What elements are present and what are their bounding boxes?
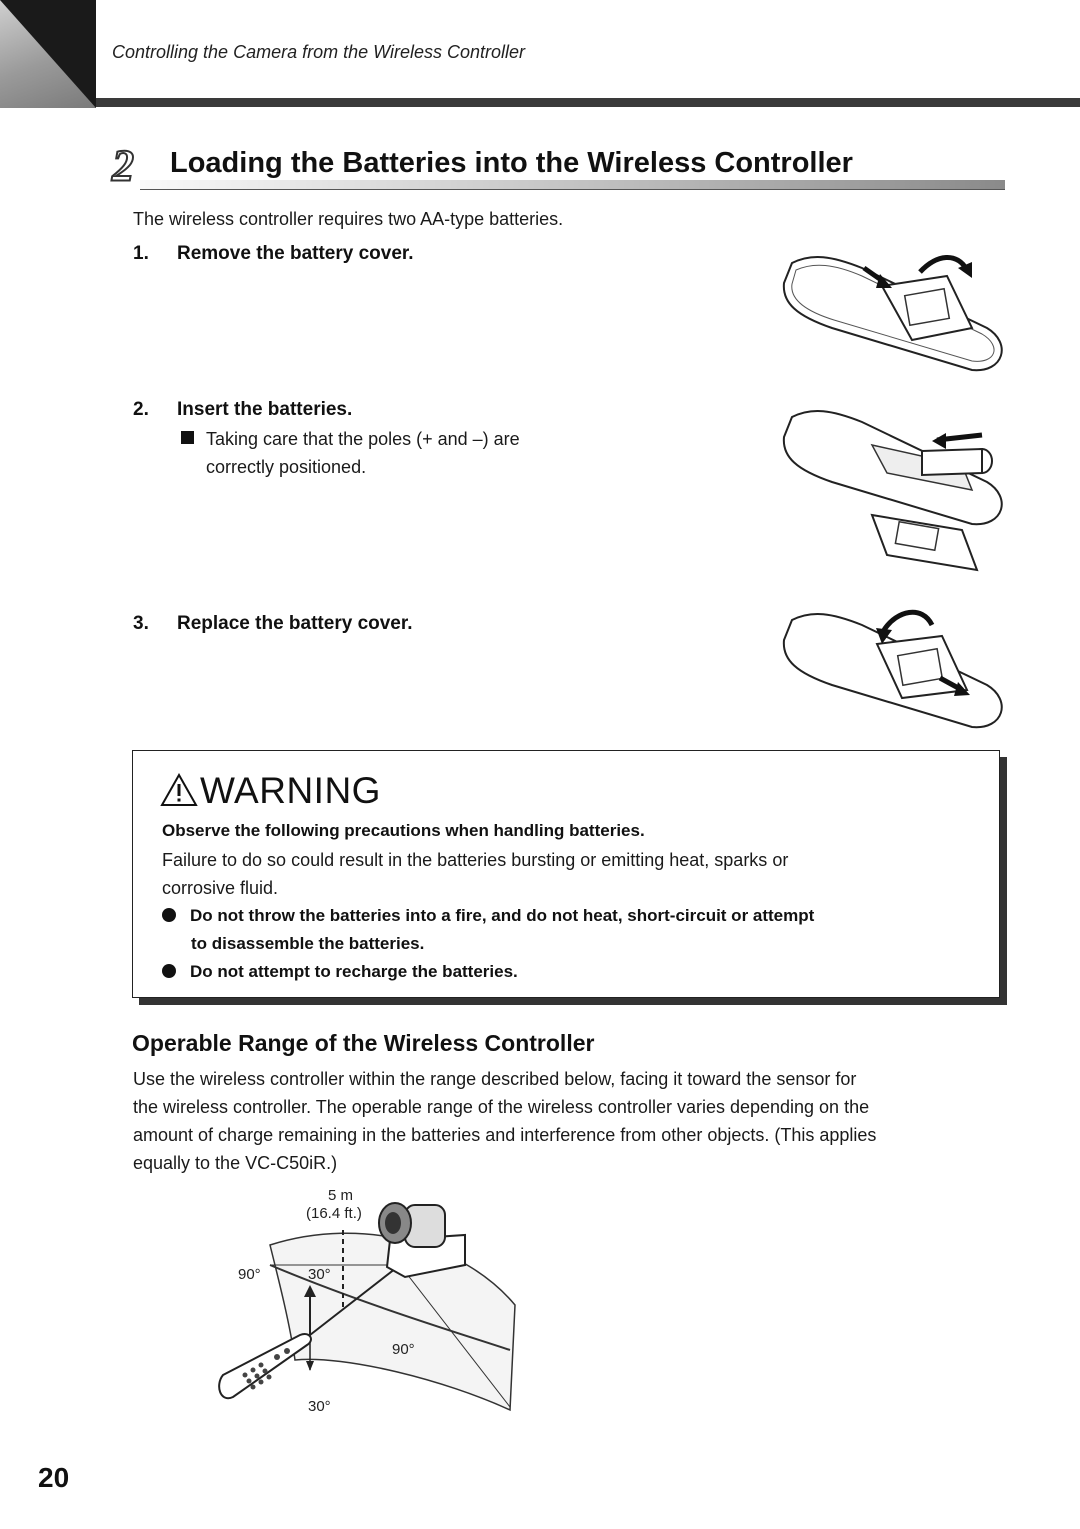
header-rule [96,98,1080,107]
step-2-note-cont: correctly positioned. [206,457,367,477]
range-text-line-1: Use the wireless controller within the range described below, facing it toward the sensor for [133,1069,857,1089]
bullet-icon [162,908,176,922]
range-distance-m: 5 m [328,1187,354,1204]
title-rule [140,180,1005,190]
replace-cover-illustration [772,600,1012,735]
angle-label-bottom: 30° [308,1398,331,1415]
bullet-icon [162,964,176,978]
corner-tab-decoration [0,0,96,108]
step-2 [133,399,352,421]
range-text-line-3: amount of charge remaining in the batteries and interference from other objects. (This applies [133,1125,877,1145]
angle-label-right: 90° [392,1341,415,1358]
warning-text: Failure to do so could result in the batteries bursting or emitting heat, sparks or [162,850,789,870]
step-label: Replace the battery cover. [177,613,413,634]
step-2-note: Taking care that the poles (+ and –) are [181,425,520,453]
warning-text-cont: corrosive fluid. [162,878,279,898]
step-number: 1. [133,243,149,264]
range-heading: Operable Range of the Wireless Controller [132,1030,595,1056]
range-text-line-2: the wireless controller. The operable range of the wireless controller varies depending on the [133,1097,870,1117]
step-3 [133,613,413,635]
angle-label-left: 90° [238,1266,261,1283]
step-label: Remove the battery cover. [177,243,414,264]
step-number: 3. [133,613,149,634]
warning-bullet-1: Do not throw the batteries into a fire, and do not heat, short-circuit or attempt [162,906,814,926]
square-bullet-icon [181,431,194,444]
step-number: 2. [133,399,149,420]
range-text-line-4: equally to the VC-C50iR.) [133,1153,338,1173]
step-1 [133,243,414,265]
range-diagram [215,1185,525,1415]
insert-batteries-illustration [772,405,1012,585]
warning-heading: Observe the following precautions when handling batteries. [162,821,645,840]
angle-label-top: 30° [308,1266,331,1283]
range-distance-ft: (16.4 ft.) [306,1205,362,1222]
running-header: Controlling the Camera from the Wireless Controller [112,42,525,62]
warning-title: WARNING [160,770,381,812]
warning-bullet-1-cont: to disassemble the batteries. [191,934,425,953]
warning-bullet-2: Do not attempt to recharge the batteries. [162,962,518,982]
page-number: 20 [38,1462,70,1493]
section-title: Loading the Batteries into the Wireless Controller [170,147,853,179]
section-number: 2 [112,141,134,190]
warning-triangle-icon [160,773,198,807]
section-intro: The wireless controller requires two AA-type batteries. [133,209,564,229]
remove-cover-illustration [772,248,1012,378]
step-label: Insert the batteries. [177,399,353,420]
